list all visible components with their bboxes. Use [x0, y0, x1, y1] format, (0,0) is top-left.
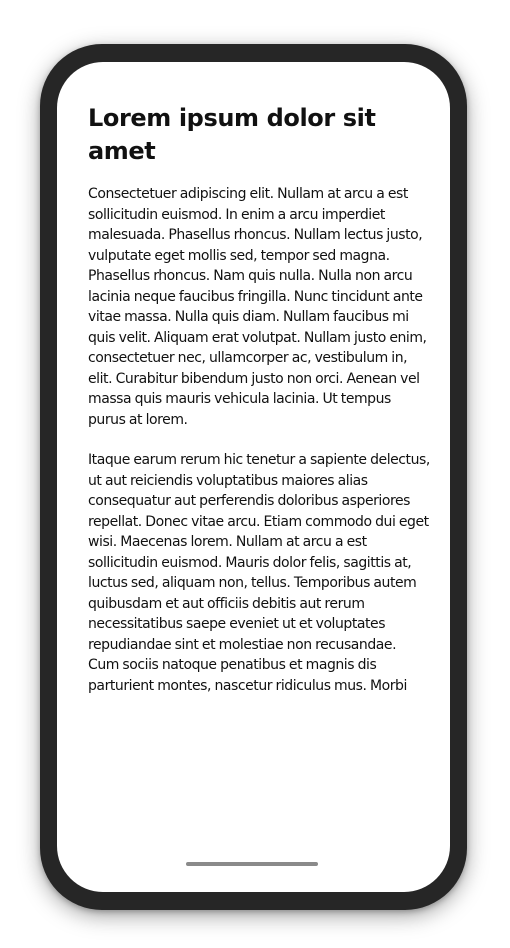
article-paragraph-1: Consectetuer adipiscing elit. Nullam at arcu a est sollicitudin euismod. In enim a arcu imperdiet malesuada. Phasellus rhoncus. Nullam lectus justo, vulputate eget mollis sed, tempor sed magna. Phasellus rhoncus. Nam quis nulla. Nulla non arcu lacinia neque faucibus fringilla. Nunc tincidunt ante vitae massa. Nulla quis diam. Nullam faucibus mi quis velit. Aliquam erat volutpat. Nullam justo enim, consectetuer nec, ullamcorper ac, vestibulum in, elit. Curabitur bibendum justo non orci. Aenean vel massa quis mauris vehicula lacinia. Ut tempus purus at lorem. — [88, 186, 427, 428]
phone-screen — [57, 62, 450, 892]
home-indicator[interactable] — [186, 862, 318, 866]
article-paragraph-2: Itaque earum rerum hic tenetur a sapiente delectus, ut aut reiciendis voluptatibus maiores alias consequatur aut perferendis doloribus asperiores repellat. Donec vitae arcu. Etiam commodo dui eget wisi. Maecenas lorem. Nullam at arcu a est sollicitudin euismod. Mauris dolor felis, sagittis at, luctus sed, aliquam non, tellus. Temporibus autem quibusdam et aut officiis debitis aut rerum necessitatibus saepe eveniet ut et voluptates repudiandae sint et molestiae non recusandae. Cum sociis natoque penatibus et magnis dis parturient montes, nascetur ridiculus mus. Morbi — [88, 452, 430, 694]
phone-frame — [40, 44, 467, 910]
article-title: Lorem ipsum dolor sit amet — [88, 104, 376, 165]
article-content[interactable] — [88, 102, 430, 828]
